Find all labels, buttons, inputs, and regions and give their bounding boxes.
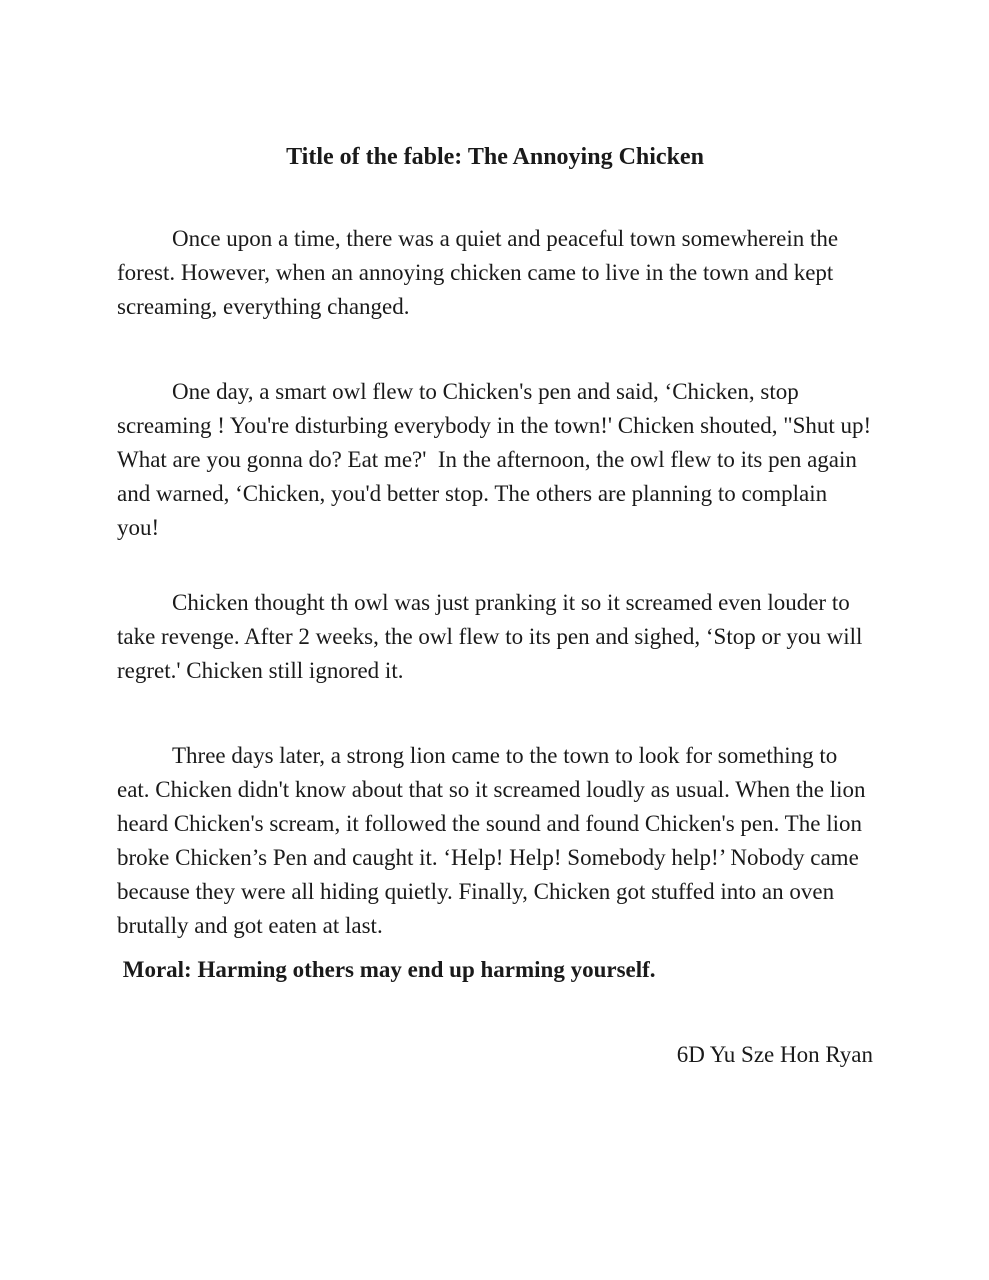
paragraph-owl-warning: One day, a smart owl flew to Chicken's pen and said, ‘Chicken, stop screaming ! You're disturbing everybody in the town!' Chicken shouted, "Shut up! What are you gonna do? Eat me?' In the afternoon, the owl flew to its pen again and warned, ‘Chicken, you'd better stop. The others are planning to complain you! bbox=[117, 379, 877, 540]
paragraph-intro: Once upon a time, there was a quiet and peaceful town somewherein the forest. However, when an annoying chicken came to live in the town and kept screaming, everything changed. bbox=[117, 226, 844, 319]
author-signature: 6D Yu Sze Hon Ryan bbox=[676, 1042, 873, 1067]
paragraph-lion-ending: Three days later, a strong lion came to the town to look for something to eat. Chicken didn't know about that so it screamed loudly as usual. When the lion heard Chicken's scream, it followed the sound and found Chicken's pen. The lion broke Chicken’s Pen and caught it. ‘Help! Help! Somebody help!’ Nobody came because they were all hiding quietly. Finally, Chicken got stuffed into an oven brutally and got eaten at last. bbox=[117, 743, 872, 938]
moral-line: Moral: Harming others may end up harming yourself. bbox=[117, 957, 656, 982]
fable-title: Title of the fable: The Annoying Chicken bbox=[286, 144, 704, 170]
paragraph-chicken-ignores: Chicken thought th owl was just pranking it so it screamed even louder to take revenge. After 2 weeks, the owl flew to its pen and sighed, ‘Stop or you will regret.' Chicken still ignored it. bbox=[117, 590, 869, 683]
